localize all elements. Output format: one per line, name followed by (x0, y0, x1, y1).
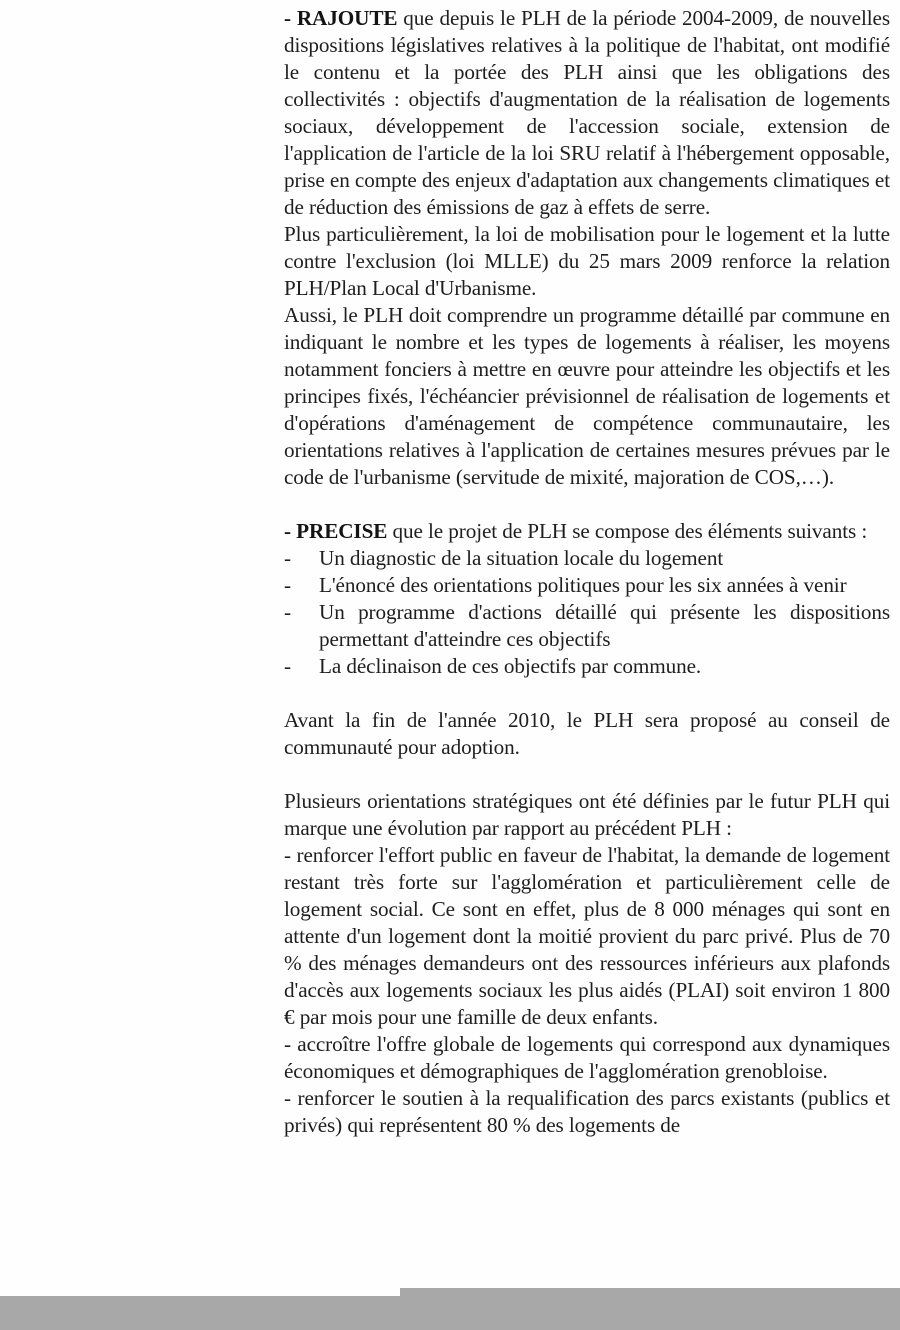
dash-bullet: - (284, 546, 291, 570)
list-item (284, 653, 890, 680)
paragraph-spacer (284, 680, 890, 707)
orientations-intro: Plusieurs orientations stratégiques ont été définies par le futur PLH qui marque une évolution par rapport au précédent PLH : (284, 789, 890, 840)
paragraph-spacer (284, 761, 890, 788)
orientation-item: - renforcer le soutien à la requalification des parcs existants (publics et privés) qui représentent 80 % des logements de (284, 1086, 890, 1137)
rajoute-keyword: - RAJOUTE (284, 6, 398, 30)
precise-text: que le projet de PLH se compose des éléments suivants : (387, 519, 868, 543)
mlle-paragraph: Plus particulièrement, la loi de mobilisation pour le logement et la lutte contre l'exclusion (loi MLLE) du 25 mars 2009 renforce la relation PLH/Plan Local d'Urbanisme. (284, 222, 890, 300)
document-body (284, 5, 890, 1139)
dash-bullet: - (284, 573, 291, 597)
list-item (284, 545, 890, 572)
precise-keyword: - PRECISE (284, 519, 388, 543)
adoption-paragraph: Avant la fin de l'année 2010, le PLH sera proposé au conseil de communauté pour adoption. (284, 708, 890, 759)
orientation-item: - accroître l'offre globale de logements qui correspond aux dynamiques économiques et démographiques de l'agglomération grenobloise. (284, 1032, 890, 1083)
programme-paragraph: Aussi, le PLH doit comprendre un programme détaillé par commune en indiquant le nombre et les types de logements à réaliser, les moyens notamment fonciers à mettre en œuvre pour atteindre les objectifs et les principes fixés, l'échéancier prévisionnel de réalisation de logements et d'opérations d'aménagement de compétence communautaire, les orientations relatives à l'application de certaines mesures prévues par le code de l'urbanisme (servitude de mixité, majoration de COS,…). (284, 303, 890, 489)
list-item (284, 599, 890, 653)
dash-bullet: - (284, 654, 291, 678)
list-item-text: Un programme d'actions détaillé qui présente les dispositions permettant d'atteindre ces objectifs (319, 600, 890, 651)
rajoute-text: que depuis le PLH de la période 2004-2009, de nouvelles dispositions législatives relatives à la politique de l'habitat, ont modifié le contenu et la portée des PLH ainsi que les obligations des collectivités : objectifs d'augmentation de la réalisation de logements sociaux, développement de l'accession sociale, extension de l'application de l'article de la loi SRU relatif à l'hébergement opposable, prise en compte des enjeux d'adaptation aux changements climatiques et de réduction des émissions de gaz à effets de serre. (284, 6, 890, 219)
scan-shadow-band (0, 1296, 900, 1330)
list-item-text: La déclinaison de ces objectifs par commune. (319, 654, 702, 678)
list-item-text: L'énoncé des orientations politiques pour les six années à venir (319, 573, 847, 597)
dash-bullet: - (284, 600, 291, 624)
rajoute-paragraph (284, 5, 890, 221)
elements-list (284, 545, 890, 680)
list-item-text: Un diagnostic de la situation locale du logement (319, 546, 724, 570)
paragraph-spacer (284, 491, 890, 518)
precise-paragraph (284, 518, 890, 545)
orientation-item: - renforcer l'effort public en faveur de l'habitat, la demande de logement restant très forte sur l'agglomération et particulièrement celle de logement social. Ce sont en effet, plus de 8 000 ménages qui sont en attente d'un logement dont la moitié provient du parc privé. Plus de 70 % des ménages demandeurs ont des ressources inférieurs aux plafonds d'accès aux logements sociaux les plus aidés (PLAI) soit environ 1 800 € par mois pour une famille de deux enfants. (284, 843, 890, 1029)
list-item (284, 572, 890, 599)
